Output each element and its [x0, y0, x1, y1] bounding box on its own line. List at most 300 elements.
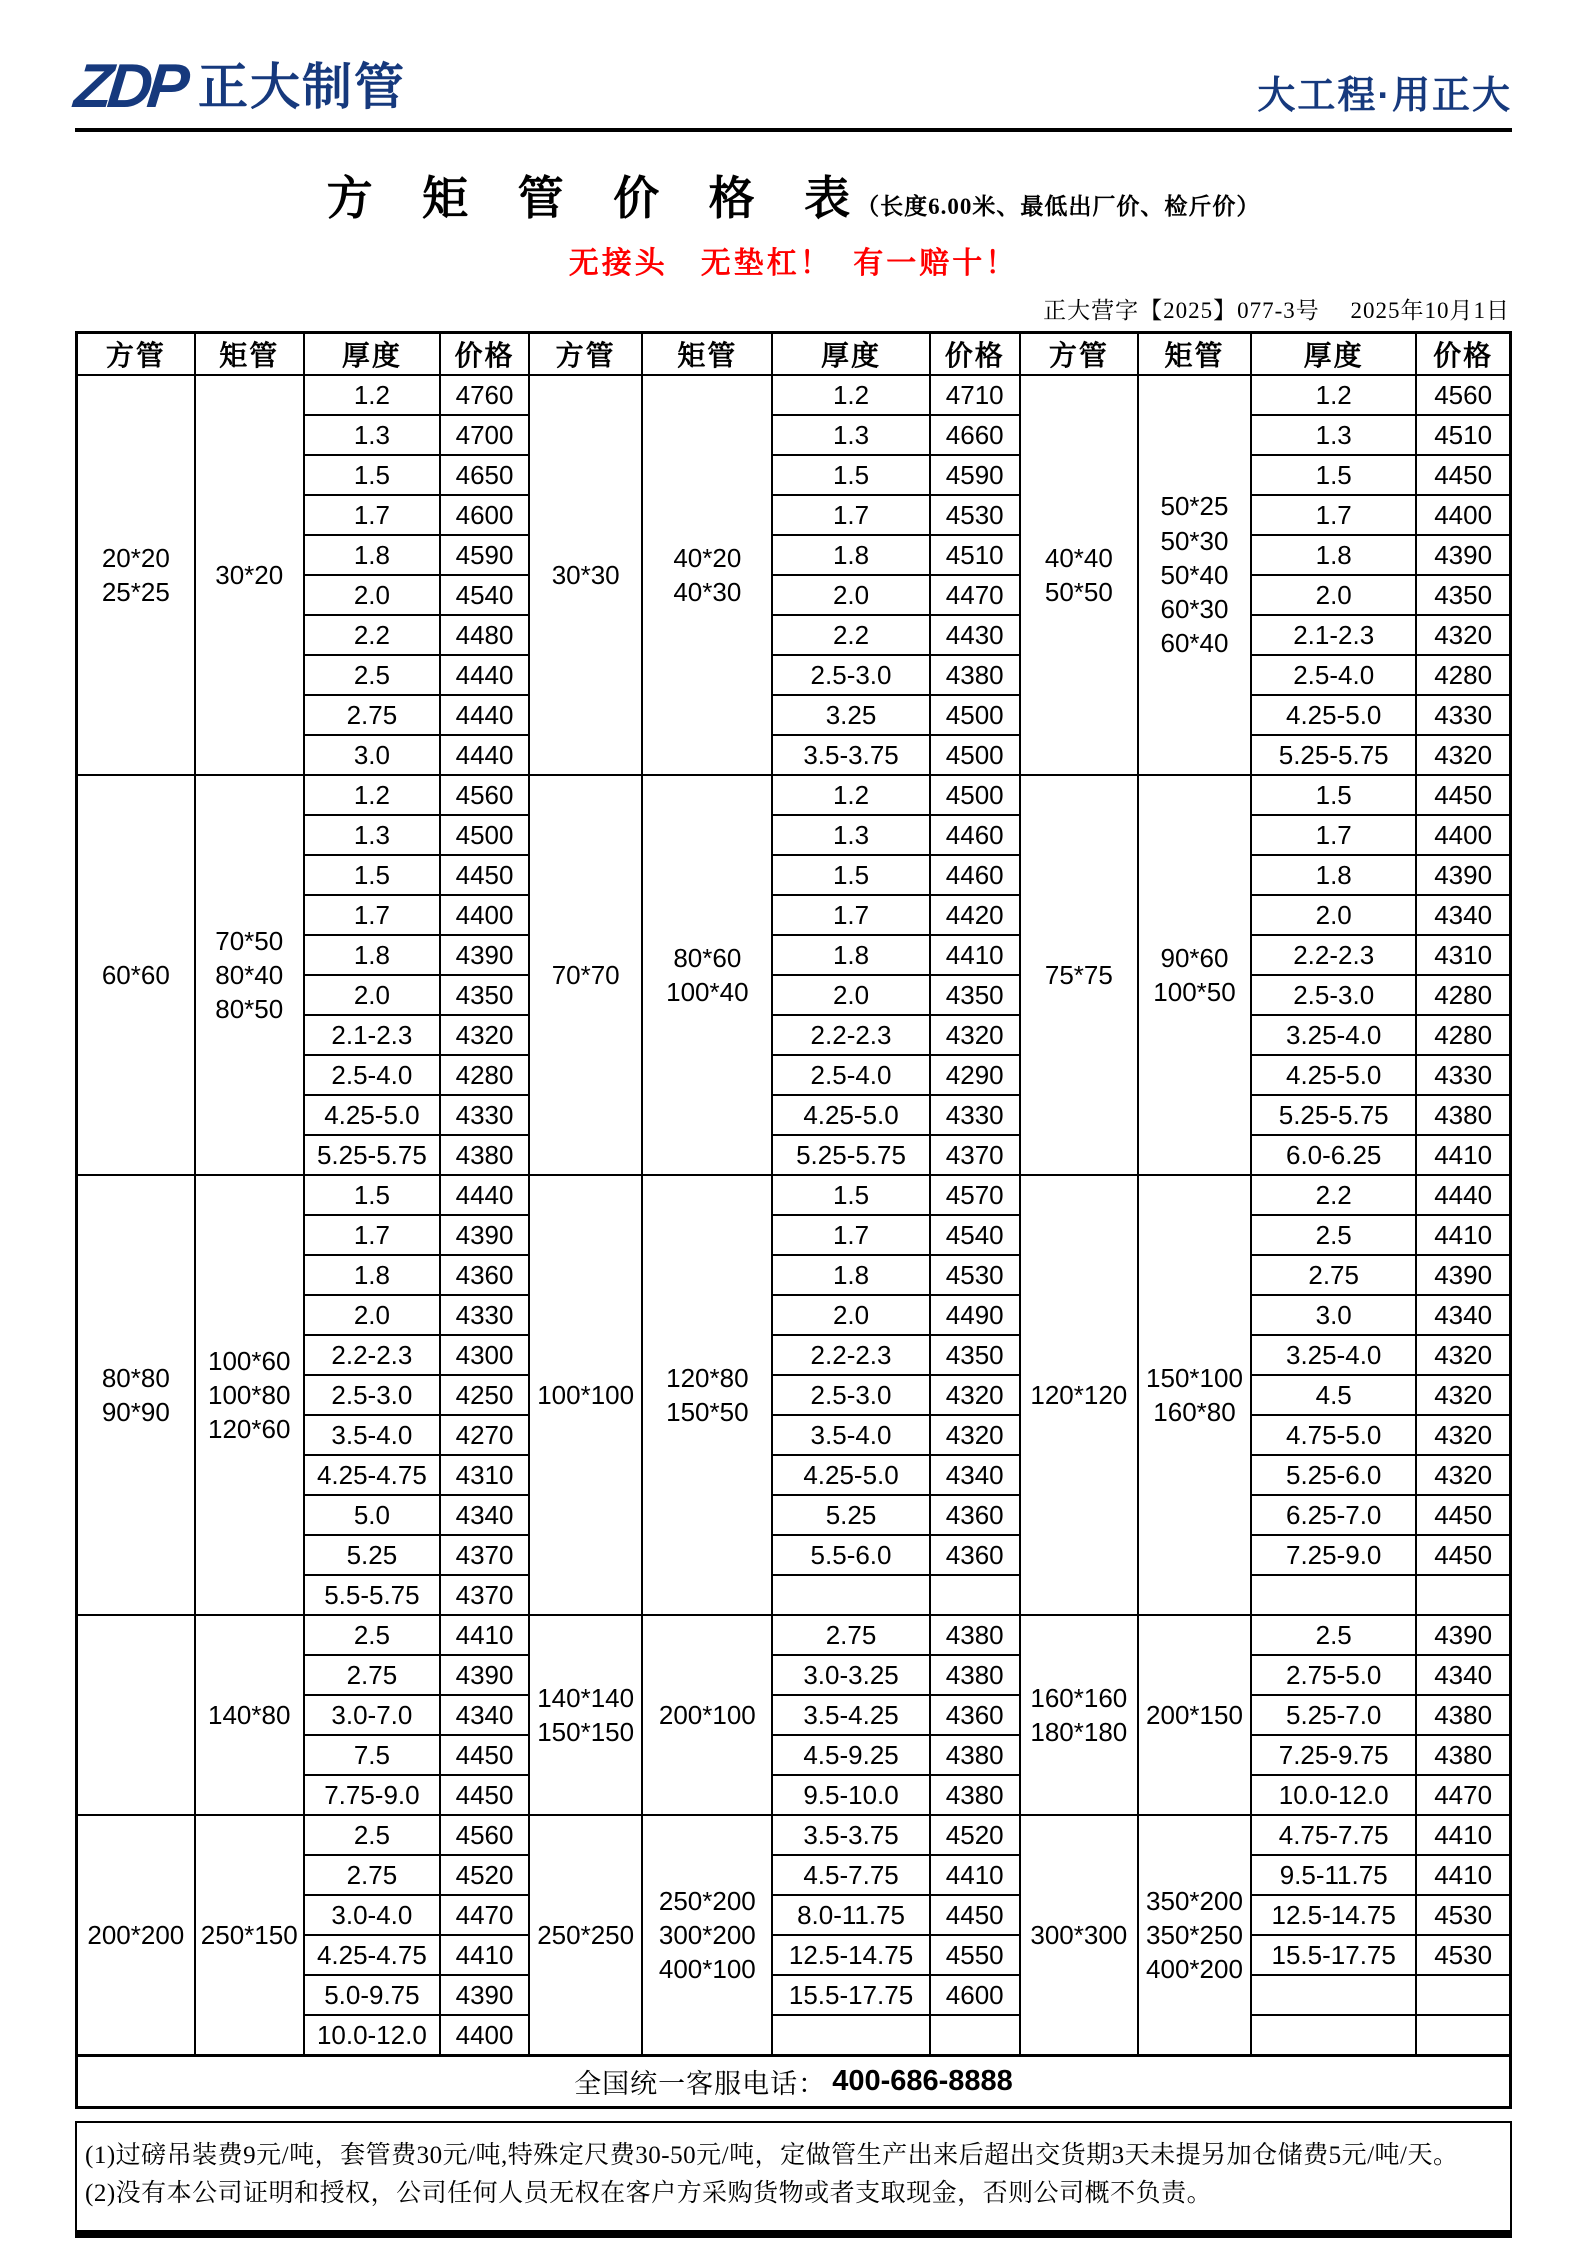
price-cell: 4410: [1416, 1215, 1510, 1255]
thickness-cell: 2.2: [304, 615, 440, 655]
thickness-cell: 5.25-5.75: [304, 1135, 440, 1175]
thickness-cell: 2.5-3.0: [772, 1375, 929, 1415]
price-cell: 4340: [1416, 895, 1510, 935]
thickness-cell: 1.2: [772, 775, 929, 815]
price-cell: [1416, 1975, 1510, 2015]
thickness-cell: 2.0: [1251, 575, 1416, 615]
price-cell: 4380: [440, 1135, 529, 1175]
price-cell: 4320: [1416, 735, 1510, 775]
thickness-cell: 1.2: [304, 775, 440, 815]
juguan-cell: 100*60 100*80 120*60: [195, 1175, 304, 1615]
price-cell: 4280: [1416, 975, 1510, 1015]
price-cell: 4340: [1416, 1295, 1510, 1335]
service-phone: 400-686-8888: [832, 2065, 1013, 2097]
price-cell: 4470: [1416, 1775, 1510, 1815]
thickness-cell: 1.8: [1251, 855, 1416, 895]
thickness-cell: 2.0: [1251, 895, 1416, 935]
juguan-cell: 120*80 150*50: [642, 1175, 772, 1615]
price-cell: 4320: [1416, 1415, 1510, 1455]
price-cell: 4380: [1416, 1095, 1510, 1135]
thickness-cell: 2.2: [1251, 1175, 1416, 1215]
zdp-logo: [71, 52, 406, 121]
service-bar: [75, 2057, 1512, 2109]
thickness-cell: 6.25-7.0: [1251, 1495, 1416, 1535]
thickness-cell: 1.8: [772, 1255, 929, 1295]
thickness-cell: 5.25: [772, 1495, 929, 1535]
juguan-cell: 80*60 100*40: [642, 775, 772, 1175]
price-cell: 4410: [1416, 1135, 1510, 1175]
thickness-cell: 1.7: [1251, 815, 1416, 855]
thickness-cell: 1.8: [1251, 535, 1416, 575]
thickness-cell: 5.5-5.75: [304, 1575, 440, 1615]
price-cell: 4440: [440, 695, 529, 735]
price-cell: 4490: [930, 1295, 1020, 1335]
price-cell: 4500: [930, 735, 1020, 775]
price-cell: 4470: [440, 1895, 529, 1935]
thickness-cell: 3.5-4.25: [772, 1695, 929, 1735]
thickness-cell: 15.5-17.75: [772, 1975, 929, 2015]
price-cell: 4350: [930, 1335, 1020, 1375]
thickness-cell: 2.0: [772, 575, 929, 615]
price-cell: 4500: [930, 695, 1020, 735]
price-cell: 4350: [1416, 575, 1510, 615]
price-cell: 4340: [440, 1695, 529, 1735]
thickness-cell: 2.0: [304, 975, 440, 1015]
thickness-cell: 3.5-4.0: [772, 1415, 929, 1455]
thickness-cell: 1.5: [1251, 775, 1416, 815]
juguan-cell: 350*200 350*250 400*200: [1138, 1815, 1251, 2056]
price-table: [75, 331, 1512, 2057]
price-cell: 4340: [930, 1455, 1020, 1495]
fangguan-cell: 120*120: [1020, 1175, 1138, 1615]
juguan-cell: 200*150: [1138, 1615, 1251, 1815]
price-cell: 4560: [440, 775, 529, 815]
thickness-cell: 4.5-7.75: [772, 1855, 929, 1895]
table-row: [77, 1815, 1511, 1855]
thickness-cell: 2.5-4.0: [772, 1055, 929, 1095]
thickness-cell: 2.5: [304, 655, 440, 695]
juguan-cell: 30*20: [195, 375, 304, 775]
thickness-cell: 4.5: [1251, 1375, 1416, 1415]
thickness-cell: 2.5: [304, 1815, 440, 1855]
fangguan-cell: 30*30: [529, 375, 642, 775]
col-header: 价格: [1416, 333, 1510, 376]
price-cell: 4450: [1416, 1535, 1510, 1575]
price-cell: [1416, 2015, 1510, 2056]
note-line-1: (1)过磅吊装费9元/吨，套管费30元/吨,特殊定尺费30-50元/吨，定做管生产出来后超出交货期3天未提另加仓储费5元/吨/天。: [85, 2142, 1459, 2169]
price-cell: 4340: [440, 1495, 529, 1535]
thickness-cell: 5.5-6.0: [772, 1535, 929, 1575]
thickness-cell: 1.2: [1251, 375, 1416, 415]
price-cell: 4530: [930, 495, 1020, 535]
price-cell: 4280: [440, 1055, 529, 1095]
thickness-cell: 2.5-3.0: [772, 655, 929, 695]
thickness-cell: 1.2: [304, 375, 440, 415]
price-cell: 4300: [440, 1335, 529, 1375]
price-cell: 4460: [930, 855, 1020, 895]
thickness-cell: 4.25-5.0: [1251, 695, 1416, 735]
thickness-cell: 2.0: [304, 575, 440, 615]
col-header: 厚度: [772, 333, 929, 376]
price-cell: 4440: [1416, 1175, 1510, 1215]
fangguan-cell: 200*200: [77, 1815, 195, 2056]
price-cell: 4320: [930, 1015, 1020, 1055]
doc-number: 正大营字【2025】077-3号 2025年10月1日: [1043, 298, 1510, 323]
price-cell: 4660: [930, 415, 1020, 455]
price-cell: 4760: [440, 375, 529, 415]
thickness-cell: 1.3: [304, 415, 440, 455]
header-row: [77, 333, 1511, 376]
price-cell: 4380: [930, 1775, 1020, 1815]
fangguan-cell: 75*75: [1020, 775, 1138, 1175]
thickness-cell: 1.7: [304, 495, 440, 535]
price-cell: 4360: [930, 1535, 1020, 1575]
price-cell: 4310: [1416, 935, 1510, 975]
price-cell: 4390: [440, 935, 529, 975]
thickness-cell: 1.7: [772, 1215, 929, 1255]
price-cell: 4330: [930, 1095, 1020, 1135]
thickness-cell: 2.75-5.0: [1251, 1655, 1416, 1695]
price-cell: 4320: [930, 1415, 1020, 1455]
page-title-sub: （长度6.00米、最低出厂价、检斤价）: [856, 194, 1261, 219]
price-cell: 4330: [440, 1095, 529, 1135]
price-cell: 4450: [440, 1735, 529, 1775]
thickness-cell: 3.5-3.75: [772, 735, 929, 775]
price-cell: [930, 1575, 1020, 1615]
thickness-cell: 12.5-14.75: [1251, 1895, 1416, 1935]
price-cell: 4270: [440, 1415, 529, 1455]
price-cell: 4280: [1416, 655, 1510, 695]
price-cell: 4410: [930, 935, 1020, 975]
price-cell: 4360: [930, 1495, 1020, 1535]
note-line-2: (2)没有本公司证明和授权，公司任何人员无权在客户方采购货物或者支取现金，否则公司概不负责。: [85, 2179, 1213, 2207]
price-cell: 4450: [1416, 1495, 1510, 1535]
thickness-cell: 5.25-5.75: [772, 1135, 929, 1175]
thickness-cell: [1251, 2015, 1416, 2056]
thickness-cell: 2.1-2.3: [304, 1015, 440, 1055]
price-cell: 4290: [930, 1055, 1020, 1095]
price-cell: 4350: [930, 975, 1020, 1015]
price-cell: 4710: [930, 375, 1020, 415]
thickness-cell: 7.25-9.0: [1251, 1535, 1416, 1575]
thickness-cell: 1.3: [772, 815, 929, 855]
thickness-cell: 3.25: [772, 695, 929, 735]
thickness-cell: [1251, 1975, 1416, 2015]
juguan-cell: 140*80: [195, 1615, 304, 1815]
price-cell: 4590: [440, 535, 529, 575]
price-cell: 4560: [440, 1815, 529, 1855]
juguan-cell: 200*100: [642, 1615, 772, 1815]
price-cell: 4470: [930, 575, 1020, 615]
price-cell: 4380: [930, 1655, 1020, 1695]
thickness-cell: 3.5-3.75: [772, 1815, 929, 1855]
price-cell: 4440: [440, 1175, 529, 1215]
price-cell: 4450: [440, 1775, 529, 1815]
price-cell: 4390: [1416, 855, 1510, 895]
thickness-cell: 2.0: [304, 1295, 440, 1335]
col-header: 矩管: [1138, 333, 1251, 376]
thickness-cell: 4.25-4.75: [304, 1455, 440, 1495]
thickness-cell: 4.5-9.25: [772, 1735, 929, 1775]
table-row: [77, 775, 1511, 815]
price-cell: 4380: [930, 655, 1020, 695]
price-cell: 4330: [1416, 695, 1510, 735]
title-row: [75, 162, 1512, 228]
table-row: [77, 1615, 1511, 1655]
price-cell: 4320: [930, 1375, 1020, 1415]
price-cell: 4530: [1416, 1935, 1510, 1975]
juguan-cell: 90*60 100*50: [1138, 775, 1251, 1175]
col-header: 厚度: [1251, 333, 1416, 376]
thickness-cell: 1.7: [304, 895, 440, 935]
thickness-cell: 1.8: [772, 935, 929, 975]
table-row: [77, 375, 1511, 415]
price-cell: 4450: [1416, 455, 1510, 495]
thickness-cell: 2.75: [1251, 1255, 1416, 1295]
thickness-cell: 2.2-2.3: [772, 1015, 929, 1055]
thickness-cell: 2.5: [1251, 1215, 1416, 1255]
thickness-cell: 3.0-4.0: [304, 1895, 440, 1935]
price-cell: 4450: [440, 855, 529, 895]
price-cell: 4380: [1416, 1695, 1510, 1735]
thickness-cell: 4.25-5.0: [772, 1455, 929, 1495]
thickness-cell: 5.25: [304, 1535, 440, 1575]
service-label: 全国统一客服电话：: [574, 2069, 827, 2099]
price-cell: [930, 2015, 1020, 2056]
fangguan-cell: 80*80 90*90: [77, 1175, 195, 1615]
price-cell: 4390: [440, 1655, 529, 1695]
thickness-cell: 3.0-3.25: [772, 1655, 929, 1695]
price-cell: 4480: [440, 615, 529, 655]
fangguan-cell: 40*40 50*50: [1020, 375, 1138, 775]
price-cell: 4350: [440, 975, 529, 1015]
price-cell: 4370: [440, 1575, 529, 1615]
juguan-cell: 250*150: [195, 1815, 304, 2056]
price-cell: 4330: [1416, 1055, 1510, 1095]
thickness-cell: 1.3: [1251, 415, 1416, 455]
thickness-cell: 1.5: [772, 455, 929, 495]
thickness-cell: 1.5: [304, 855, 440, 895]
price-cell: 4520: [930, 1815, 1020, 1855]
fangguan-cell: [77, 1615, 195, 1815]
fangguan-cell: 300*300: [1020, 1815, 1138, 2056]
thickness-cell: 3.0: [304, 735, 440, 775]
price-cell: 4390: [1416, 1615, 1510, 1655]
price-cell: 4410: [1416, 1815, 1510, 1855]
thickness-cell: 5.25-5.75: [1251, 735, 1416, 775]
fangguan-cell: 140*140 150*150: [529, 1615, 642, 1815]
col-header: 矩管: [642, 333, 772, 376]
juguan-cell: 50*25 50*30 50*40 60*30 60*40: [1138, 375, 1251, 775]
price-cell: 4360: [930, 1695, 1020, 1735]
thickness-cell: 3.25-4.0: [1251, 1335, 1416, 1375]
thickness-cell: 1.8: [304, 935, 440, 975]
thickness-cell: 3.0-7.0: [304, 1695, 440, 1735]
zdp-logo-text: 正大制管: [198, 59, 406, 115]
price-cell: 4540: [930, 1215, 1020, 1255]
thickness-cell: 7.25-9.75: [1251, 1735, 1416, 1775]
thickness-cell: 3.5-4.0: [304, 1415, 440, 1455]
price-cell: 4420: [930, 895, 1020, 935]
price-cell: 4520: [440, 1855, 529, 1895]
thickness-cell: 4.75-5.0: [1251, 1415, 1416, 1455]
price-cell: 4400: [440, 2015, 529, 2056]
price-cell: 4380: [930, 1615, 1020, 1655]
thickness-cell: 1.3: [304, 815, 440, 855]
table-row: [77, 1175, 1511, 1215]
price-cell: 4320: [1416, 1335, 1510, 1375]
thickness-cell: 2.75: [304, 695, 440, 735]
thickness-cell: 2.0: [772, 975, 929, 1015]
price-cell: 4380: [1416, 1735, 1510, 1775]
thickness-cell: 2.5-3.0: [1251, 975, 1416, 1015]
thickness-cell: 7.75-9.0: [304, 1775, 440, 1815]
price-cell: 4400: [1416, 815, 1510, 855]
thickness-cell: 1.5: [304, 455, 440, 495]
thickness-cell: 3.25-4.0: [1251, 1015, 1416, 1055]
price-cell: 4340: [1416, 1655, 1510, 1695]
price-cell: [1416, 1575, 1510, 1615]
price-cell: 4530: [930, 1255, 1020, 1295]
thickness-cell: 1.5: [304, 1175, 440, 1215]
price-cell: 4410: [440, 1615, 529, 1655]
juguan-cell: 40*20 40*30: [642, 375, 772, 775]
thickness-cell: 2.2-2.3: [304, 1335, 440, 1375]
thickness-cell: 6.0-6.25: [1251, 1135, 1416, 1175]
brand-header: [71, 52, 1512, 132]
thickness-cell: 9.5-10.0: [772, 1775, 929, 1815]
thickness-cell: 2.2: [772, 615, 929, 655]
thickness-cell: 15.5-17.75: [1251, 1935, 1416, 1975]
juguan-cell: 150*100 160*80: [1138, 1175, 1251, 1615]
price-cell: 4600: [930, 1975, 1020, 2015]
thickness-cell: 1.8: [772, 535, 929, 575]
price-cell: 4560: [1416, 375, 1510, 415]
price-cell: 4510: [930, 535, 1020, 575]
thickness-cell: 4.25-5.0: [304, 1095, 440, 1135]
price-cell: 4330: [440, 1295, 529, 1335]
price-cell: 4380: [930, 1735, 1020, 1775]
thickness-cell: [772, 2015, 929, 2056]
col-header: 矩管: [195, 333, 304, 376]
notes-box: [75, 2121, 1512, 2238]
col-header: 方管: [529, 333, 642, 376]
thickness-cell: 1.7: [772, 895, 929, 935]
thickness-cell: 8.0-11.75: [772, 1895, 929, 1935]
page-title: 方 矩 管 价 格 表: [326, 173, 857, 224]
thickness-cell: 2.1-2.3: [1251, 615, 1416, 655]
price-cell: 4440: [440, 735, 529, 775]
price-cell: 4600: [440, 495, 529, 535]
price-cell: 4320: [440, 1015, 529, 1055]
thickness-cell: 1.7: [1251, 495, 1416, 535]
thickness-cell: 3.0: [1251, 1295, 1416, 1335]
thickness-cell: 10.0-12.0: [304, 2015, 440, 2056]
price-cell: 4410: [1416, 1855, 1510, 1895]
thickness-cell: 5.25-7.0: [1251, 1695, 1416, 1735]
price-cell: 4280: [1416, 1015, 1510, 1055]
thickness-cell: 5.0-9.75: [304, 1975, 440, 2015]
thickness-cell: 5.25-6.0: [1251, 1455, 1416, 1495]
juguan-cell: 70*50 80*40 80*50: [195, 775, 304, 1175]
price-cell: 4450: [1416, 775, 1510, 815]
thickness-cell: 4.25-4.75: [304, 1935, 440, 1975]
price-cell: 4440: [440, 655, 529, 695]
thickness-cell: 2.75: [304, 1655, 440, 1695]
price-cell: 4410: [930, 1855, 1020, 1895]
col-header: 厚度: [304, 333, 440, 376]
price-cell: 4390: [440, 1215, 529, 1255]
fangguan-cell: 250*250: [529, 1815, 642, 2056]
fangguan-cell: 160*160 180*180: [1020, 1615, 1138, 1815]
promo-line: 无接头 无垫杠！ 有一赔十！: [568, 247, 1019, 280]
fangguan-cell: 70*70: [529, 775, 642, 1175]
thickness-cell: 2.2-2.3: [1251, 935, 1416, 975]
price-cell: 4370: [440, 1535, 529, 1575]
thickness-cell: 12.5-14.75: [772, 1935, 929, 1975]
thickness-cell: 10.0-12.0: [1251, 1775, 1416, 1815]
price-cell: 4570: [930, 1175, 1020, 1215]
price-cell: 4590: [930, 455, 1020, 495]
price-cell: 4390: [1416, 535, 1510, 575]
price-cell: 4250: [440, 1375, 529, 1415]
col-header: 价格: [440, 333, 529, 376]
price-cell: 4450: [930, 1895, 1020, 1935]
col-header: 方管: [1020, 333, 1138, 376]
thickness-cell: 2.5-3.0: [304, 1375, 440, 1415]
price-cell: 4700: [440, 415, 529, 455]
thickness-cell: [1251, 1575, 1416, 1615]
price-cell: 4320: [1416, 615, 1510, 655]
price-cell: 4400: [1416, 495, 1510, 535]
thickness-cell: 5.0: [304, 1495, 440, 1535]
price-cell: 4390: [1416, 1255, 1510, 1295]
brand-slogan: 大工程·用正大: [1257, 75, 1512, 118]
price-cell: 4320: [1416, 1455, 1510, 1495]
thickness-cell: 1.5: [772, 1175, 929, 1215]
thickness-cell: 1.7: [772, 495, 929, 535]
zdp-logo-mark: ZDP: [71, 52, 188, 121]
price-cell: 4500: [930, 775, 1020, 815]
thickness-cell: 2.5: [304, 1615, 440, 1655]
thickness-cell: 1.7: [304, 1215, 440, 1255]
thickness-cell: 1.8: [304, 1255, 440, 1295]
thickness-cell: 4.75-7.75: [1251, 1815, 1416, 1855]
thickness-cell: 1.8: [304, 535, 440, 575]
thickness-cell: 9.5-11.75: [1251, 1855, 1416, 1895]
thickness-cell: 2.75: [304, 1855, 440, 1895]
price-cell: 4510: [1416, 415, 1510, 455]
price-cell: 4410: [440, 1935, 529, 1975]
thickness-cell: 2.0: [772, 1295, 929, 1335]
price-cell: 4310: [440, 1455, 529, 1495]
thickness-cell: 1.2: [772, 375, 929, 415]
fangguan-cell: 100*100: [529, 1175, 642, 1615]
thickness-cell: 1.5: [1251, 455, 1416, 495]
price-cell: 4650: [440, 455, 529, 495]
price-cell: 4500: [440, 815, 529, 855]
price-cell: 4390: [440, 1975, 529, 2015]
thickness-cell: 1.5: [772, 855, 929, 895]
thickness-cell: 2.75: [772, 1615, 929, 1655]
thickness-cell: 2.2-2.3: [772, 1335, 929, 1375]
thickness-cell: 1.3: [772, 415, 929, 455]
thickness-cell: 4.25-5.0: [1251, 1055, 1416, 1095]
thickness-cell: 2.5-4.0: [304, 1055, 440, 1095]
price-cell: 4550: [930, 1935, 1020, 1975]
price-cell: 4370: [930, 1135, 1020, 1175]
thickness-cell: 7.5: [304, 1735, 440, 1775]
